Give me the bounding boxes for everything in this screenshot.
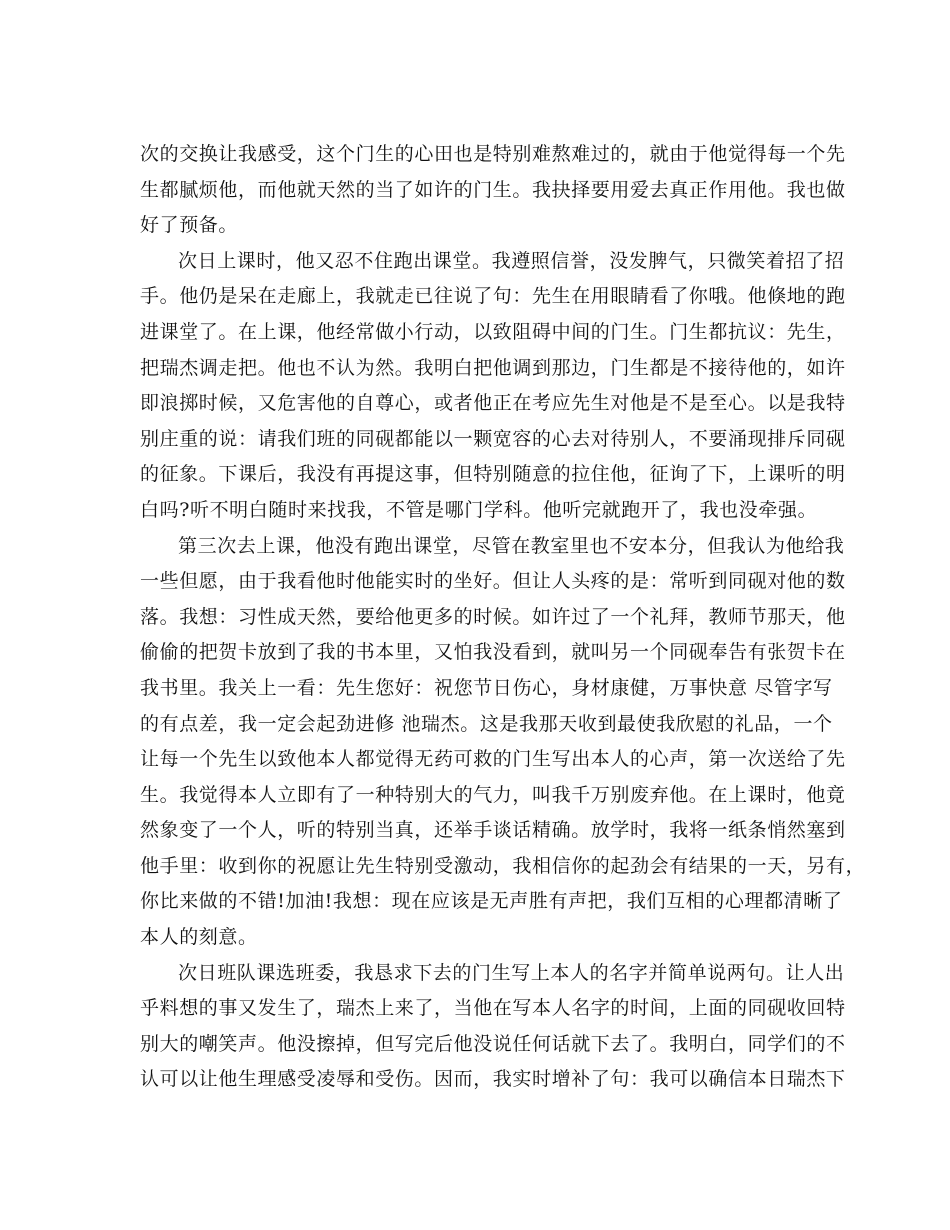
text-line: 次的交换让我感受，这个门生的心田也是特别难熬难过的，就由于他觉得每一个先 bbox=[140, 143, 846, 165]
text-line: 白吗?听不明白随时来找我，不管是哪门学科。他听完就跑开了，我也没牵强。 bbox=[140, 498, 818, 521]
text-line: 他手里：收到你的祝愿让先生特别受激动，我相信你的起劲会有结果的一天，另有， bbox=[140, 854, 866, 877]
text-line: 生都腻烦他，而他就天然的当了如许的门生。我抉择要用爱去真正作用他。我也做 bbox=[140, 178, 846, 201]
text-line: 你比来做的不错!加油!我想：现在应该是无声胜有声把，我们互相的心理都清晰了 bbox=[140, 890, 843, 913]
text-line: 乎料想的事又发生了，瑞杰上来了，当他在写本人名字的时间，上面的同砚收回特 bbox=[140, 997, 846, 1020]
text-line: 次日上课时，他又忍不住跑出课堂。我遵照信誉，没发脾气，只微笑着招了招 bbox=[178, 249, 845, 272]
text-line: 本人的刻意。 bbox=[140, 926, 258, 949]
document-body bbox=[140, 137, 866, 1098]
text-line: 我书里。我关上一看：先生您好：祝您节日伤心，身材康健，万事快意 尽管字写 bbox=[140, 676, 833, 699]
text-line: 认可以让他生理感受凌辱和受伤。因而，我实时增补了句：我可以确信本日瑞杰下 bbox=[140, 1068, 846, 1091]
text-line: 的征象。下课后，我没有再提这事，但特别随意的拉住他，征询了下，上课听的明 bbox=[140, 463, 846, 486]
text-line: 进课堂了。在上课，他经常做小行动，以致阻碍中间的门生。门生都抗议：先生， bbox=[140, 320, 846, 343]
text-line: 次日班队课选班委，我恳求下去的门生写上本人的名字并简单说两句。让人出 bbox=[178, 961, 845, 984]
paragraph-3 bbox=[140, 529, 866, 956]
text-line: 偷偷的把贺卡放到了我的书本里，又怕我没看到，就叫另一个同砚奉告有张贺卡在 bbox=[140, 641, 846, 664]
text-line: 好了预备。 bbox=[140, 214, 239, 237]
text-line: 把瑞杰调走把。他也不认为然。我明白把他调到那边，门生都是不接待他的，如许 bbox=[140, 356, 846, 379]
paragraph-4 bbox=[140, 956, 846, 1098]
paragraph-1 bbox=[140, 137, 846, 244]
text-line: 一些但愿，由于我看他时他能实时的坐好。但让人头疼的是：常听到同砚对他的数 bbox=[140, 570, 846, 593]
text-line: 然象变了一个人，听的特别当真，还举手谈话精确。放学时，我将一纸条悄然塞到 bbox=[140, 819, 846, 842]
text-line: 生。我觉得本人立即有了一种特别大的气力，叫我千万别废弃他。在上课时，他竟 bbox=[140, 783, 846, 806]
text-line: 别庄重的说：请我们班的同砚都能以一颗宽容的心去对待别人，不要涌现排斥同砚 bbox=[140, 427, 846, 450]
text-line: 让每一个先生以致他本人都觉得无药可救的门生写出本人的心声，第一次送给了先 bbox=[140, 748, 846, 771]
text-line: 的有点差，我一定会起劲进修 池瑞杰。这是我那天收到最使我欣慰的礼品，一个 bbox=[140, 712, 833, 735]
text-line: 第三次去上课，他没有跑出课堂，尽管在教室里也不安本分，但我认为他给我 bbox=[178, 534, 845, 557]
paragraph-2 bbox=[140, 244, 846, 529]
text-line: 别大的嘲笑声。他没擦掉，但写完后他没说任何话就下去了。我明白，同学们的不 bbox=[140, 1032, 846, 1055]
text-line: 落。我想：习性成天然，要给他更多的时候。如许过了一个礼拜，教师节那天，他 bbox=[140, 605, 846, 628]
text-line: 手。他仍是呆在走廊上，我就走已往说了句：先生在用眼睛看了你哦。他倏地的跑 bbox=[140, 285, 846, 308]
text-line: 即浪掷时候，又危害他的自尊心，或者他正在考应先生对他是不是至心。以是我特 bbox=[140, 392, 846, 415]
